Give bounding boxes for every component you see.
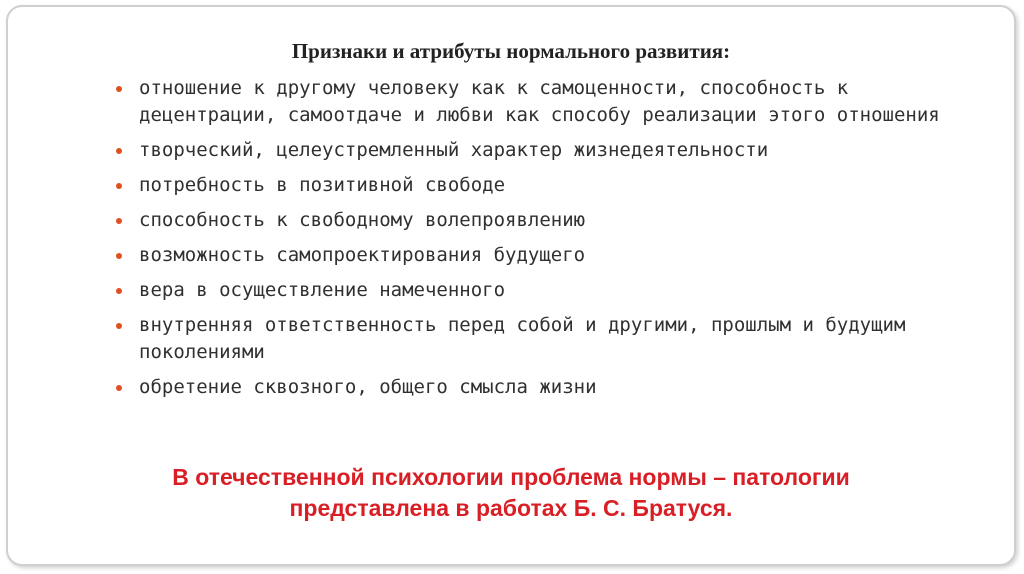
list-item — [112, 137, 992, 164]
list-item-text: отношение к другому человеку как к самоценности, способность к децентрации, самоотдаче и любви как способу реализации этого отношения — [139, 77, 940, 126]
bullet-icon — [116, 385, 122, 391]
list-item — [112, 207, 992, 234]
list-item — [112, 277, 992, 304]
list-item-text: внутренняя ответственность перед собой и другими, прошлым и будущим поколениями — [139, 314, 906, 363]
conclusion-text — [8, 462, 1014, 524]
list-item — [112, 75, 992, 129]
list-item — [112, 172, 992, 199]
slide-title: Признаки и атрибуты нормального развития: — [291, 39, 731, 63]
list-item — [112, 312, 992, 366]
conclusion-line-2: представлена в работах Б. С. Братуся. — [289, 495, 733, 521]
list-item-text: способность к свободному волепроявлению — [139, 209, 586, 231]
bullet-list — [112, 75, 992, 409]
bullet-icon — [116, 148, 122, 154]
bullet-icon — [116, 323, 122, 329]
list-item-text: творческий, целеустремленный характер жизнедеятельности — [139, 139, 769, 161]
bullet-icon — [116, 288, 122, 294]
slide-frame — [6, 5, 1016, 566]
bullet-icon — [116, 218, 122, 224]
conclusion-line-1: В отечественной психологии проблема нормы – патологии — [172, 464, 850, 490]
bullet-icon — [116, 183, 122, 189]
list-item — [112, 374, 992, 401]
bullet-icon — [116, 253, 122, 259]
list-item-text: вера в осуществление намеченного — [139, 279, 506, 301]
list-item-text: обретение сквозного, общего смысла жизни — [139, 376, 597, 398]
list-item-text: потребность в позитивной свободе — [139, 174, 506, 196]
bullet-icon — [116, 86, 122, 92]
list-item — [112, 242, 992, 269]
list-item-text: возможность самопроектирования будущего — [139, 244, 586, 266]
